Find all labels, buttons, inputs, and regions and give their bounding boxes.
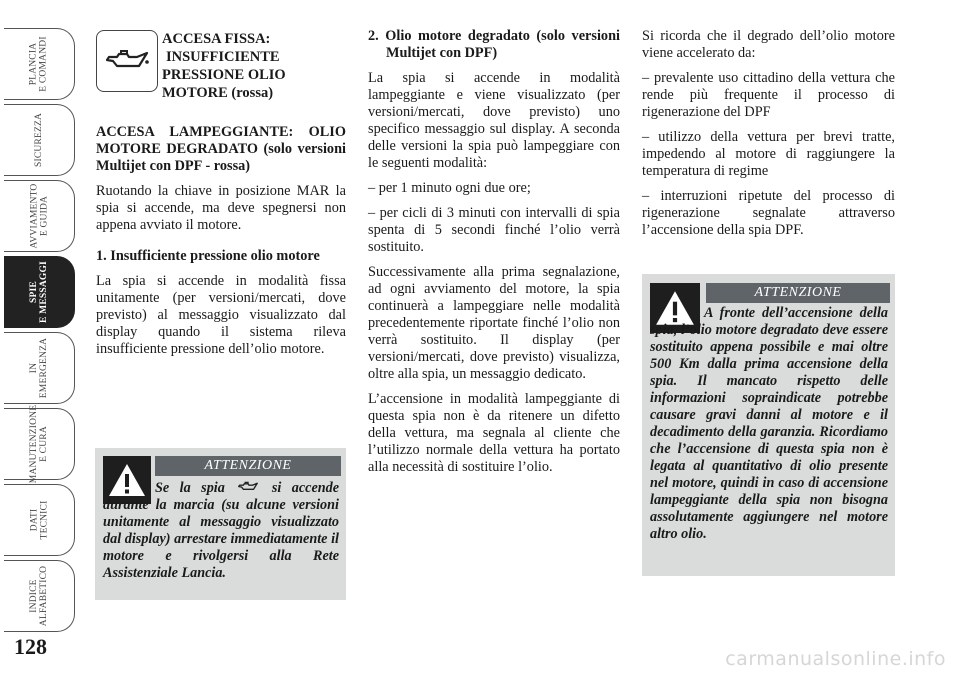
tab-label: IN EMERGENZA: [28, 337, 49, 399]
lamp-title: [162, 30, 286, 102]
warning-text-part: Se la spia: [155, 480, 225, 496]
tab-label: INDICE ALFABETICO: [29, 565, 49, 627]
oil-can-icon: [235, 481, 261, 493]
column-1: [96, 124, 346, 366]
tab-spie-messaggi[interactable]: [4, 256, 75, 328]
page-number: 128: [14, 634, 47, 659]
tab-label: SPIE E MESSAGGI: [28, 261, 49, 323]
paragraph: Si ricorda che il degrado dell’olio motore viene accelerato da:: [642, 28, 895, 61]
oil-can-icon: [96, 30, 158, 92]
paragraph: – utilizzo della vettura per brevi tratte, impedendo al motore di raggiungere la temperatura di regime: [642, 129, 895, 179]
tab-indice[interactable]: [4, 560, 75, 632]
tab-label: SICUREZZA: [34, 112, 44, 168]
paragraph: – interruzioni ripetute del processo di rigenerazione segnalate attraverso l’accensione della spia DPF.: [642, 188, 895, 238]
footer-watermark: carmanualsonline.info: [725, 648, 946, 670]
tab-dati-tecnici[interactable]: [4, 484, 75, 556]
section-heading: ACCESA LAMPEGGIANTE: OLIO MOTORE DEGRADATO (solo versioni Multijet con DPF - rossa): [96, 124, 346, 174]
warning-text: [103, 480, 339, 582]
paragraph: – per cicli di 3 minuti con intervalli di spia spenta di 5 secondi finché l’olio verrà sostituito.: [368, 205, 620, 255]
paragraph: – prevalente uso cittadino della vettura che rende più frequente il processo di rigenerazione del DPF: [642, 70, 895, 120]
warning-text-part: A fronte dell’accensione della spia, l’olio motore degradato deve essere sostituito appena possibile e mai oltre 500 Km dalla prima accensione della spia. Il mancato rispetto delle informazioni sopraindicate potrebbe causare gravi danni al motore e il decadimento della garanzia. Ricordiamo che l’accensione di questa spia non è legata al quantitativo di olio presente nel motore, quindi in caso di accensione lampeggiante della spia non bisogna assolutamente aggiungere nel motore altro olio.: [650, 305, 888, 542]
warning-text: [650, 305, 888, 543]
tab-label: PLANCIA E COMANDI: [29, 36, 49, 92]
warning-title: ATTENZIONE: [155, 456, 341, 476]
lamp-title-line: PRESSIONE OLIO: [162, 67, 286, 83]
warning-text-part: si accende durante la marcia (su alcune versioni unitamente al messaggio visualizzato dal display) arrestare immediatamente il motore e rivolgersi alla Rete Assistenziale Lancia.: [103, 480, 340, 581]
tab-label: MANUTENZIONE E CURA: [29, 404, 50, 484]
column-2: [368, 28, 620, 484]
lamp-title-line: ACCESA FISSA:: [162, 31, 271, 47]
tab-label: AVVIAMENTO E GUIDA: [28, 183, 49, 249]
column-3: [642, 28, 895, 247]
lamp-title-line: INSUFFICIENTE: [166, 49, 280, 65]
paragraph: Successivamente alla prima segnalazione, ad ogni avviamento del motore, la spia continuerà a lampeggiare nelle modalità precedentemente riportate finché l’olio non verrà sostituito. Il display (per versioni/mercati, dove previsto) visualizza, oltre alla spia, un messaggio dedicato.: [368, 264, 620, 382]
warning-box: [95, 448, 346, 600]
section-heading: 1. Insufficiente pressione olio motore: [96, 248, 320, 264]
tab-plancia[interactable]: [4, 28, 75, 100]
paragraph: – per 1 minuto ogni due ore;: [368, 180, 531, 196]
lamp-title-line: MOTORE (rossa): [162, 85, 274, 101]
warning-title: ATTENZIONE: [706, 283, 890, 303]
paragraph: L’accensione in modalità lampeggiante di questa spia non è da ritenere un difetto della vettura, ma segnala al cliente che l’utilizzo normale della vettura ha portato alla necessità di sostituire l’olio.: [368, 391, 620, 475]
tab-avviamento[interactable]: [4, 180, 75, 252]
warning-box: [642, 274, 895, 576]
tab-emergenza[interactable]: [4, 332, 75, 404]
tab-sicurezza[interactable]: [4, 104, 75, 176]
paragraph: Ruotando la chiave in posizione MAR la spia si accende, ma deve spegnersi non appena avviato il motore.: [96, 183, 346, 233]
paragraph: La spia si accende in modalità fissa unitamente (per versioni/mercati, dove previsto) al messaggio visualizzato dal display quando il sistema rileva insufficiente pressione dell’olio motore.: [96, 273, 346, 357]
section-heading: 2. Olio motore degradato (solo versioni Multijet con DPF): [368, 28, 620, 61]
paragraph: La spia si accende in modalità lampeggiante e viene visualizzato (per versioni/mercati, dove previsto) uno specifico messaggio sul display. A seconda delle versioni la spia può lampeggiare con le seguenti modalità:: [368, 70, 620, 171]
tab-label: DATI TECNICI: [29, 500, 49, 540]
tab-manutenzione[interactable]: [4, 404, 75, 484]
